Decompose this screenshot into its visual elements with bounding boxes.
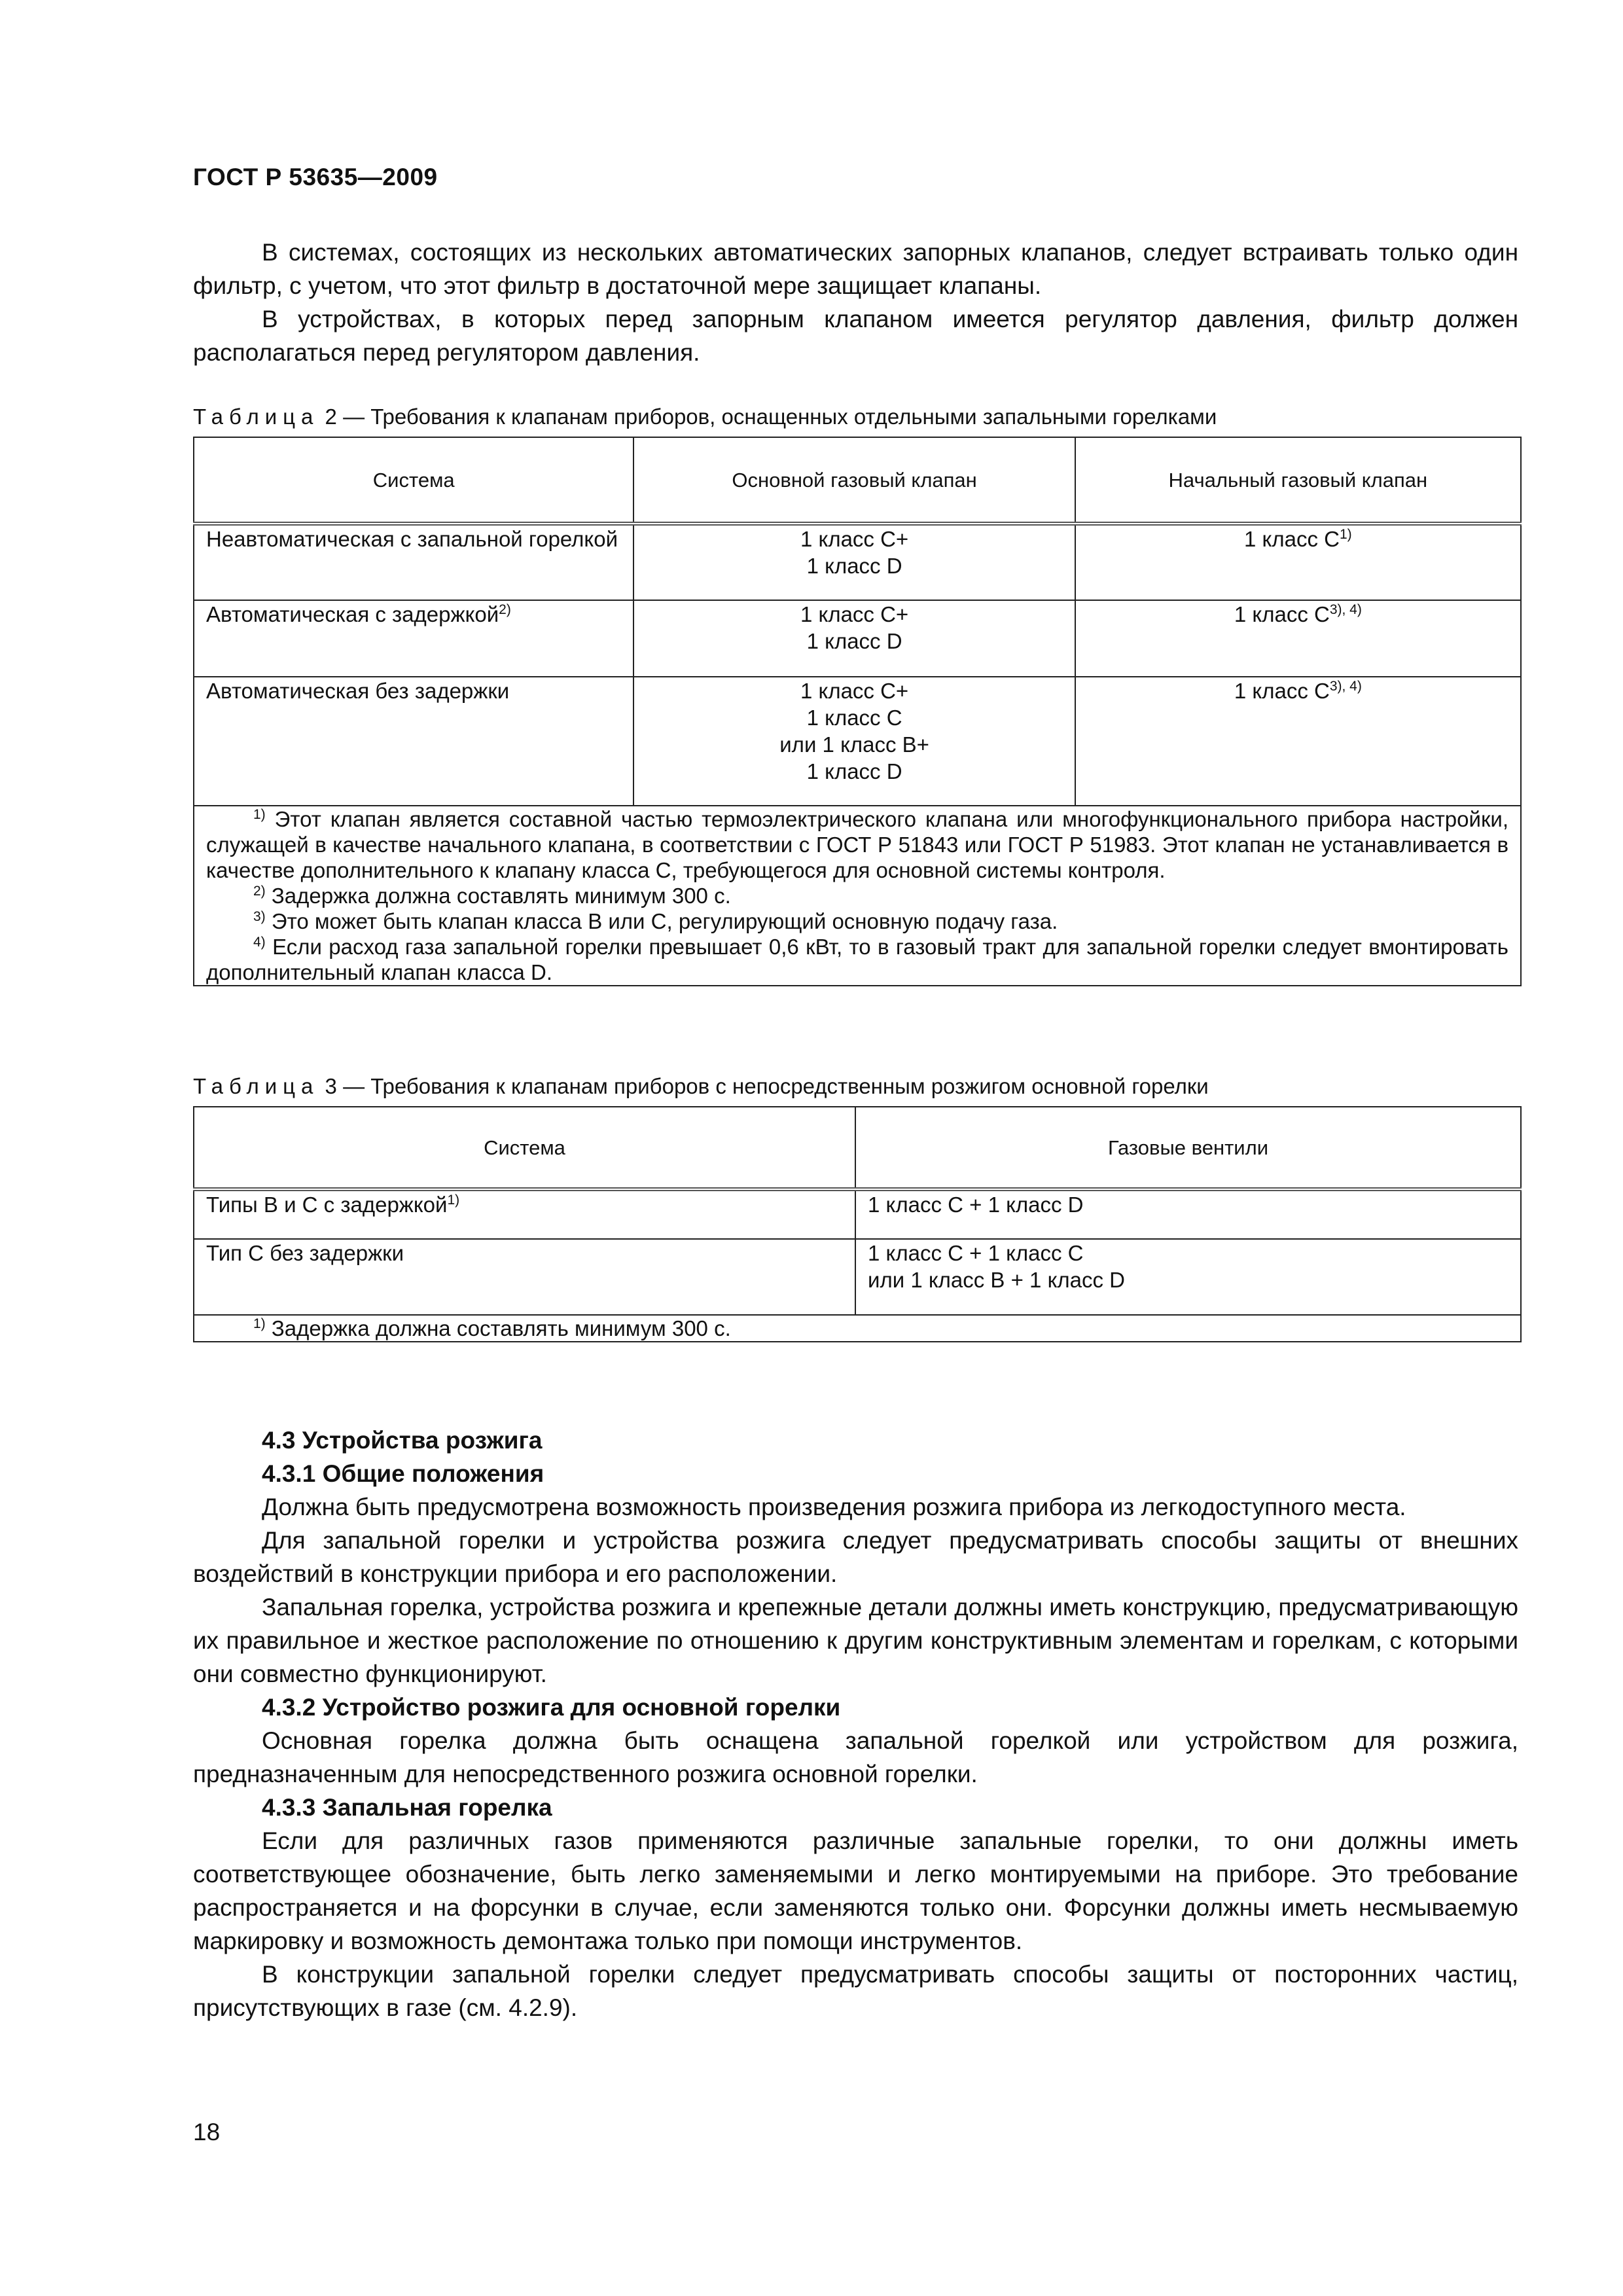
table-2-initial-valve-cell: 1 класс $С^{3), 4)}$ — [1075, 600, 1521, 677]
section-4-3-2-paragraph-1: Основная горелка должна быть оснащена запальной горелкой или устройством для розжига, предназначенным для непосредственного розжига основной горелки. — [193, 1727, 1518, 1787]
table-2-main-valve-cell: 1 класс С+ 1 класс D — [633, 600, 1075, 677]
table-3-caption — [193, 1073, 1209, 1100]
section-heading-4-3-3: 4.3.3 Запальная горелка — [262, 1794, 552, 1821]
table-2-header-initial-valve: Начальный газовый клапан — [1075, 437, 1521, 524]
table-2-note-3: $^{3)}$ Это может быть клапан класса В или С, регулирующий основную подачу газа. — [253, 909, 1058, 933]
table-2-header-row — [194, 437, 1521, 524]
section-4-3-1-paragraph-2: Для запальной горелки и устройства розжига следует предусматривать способы защиты от внешних воздействий в конструкции прибора и его расположении. — [193, 1527, 1518, 1587]
table-row — [194, 1189, 1521, 1239]
table-2-note-2: $^{2)}$ Задержка должна составлять минимум 300 с. — [253, 884, 731, 908]
document-code-header: ГОСТ Р 53635—2009 — [193, 164, 438, 190]
table-2-main-valve-cell: 1 класс С+ 1 класс D — [633, 524, 1075, 600]
table-2-system-cell: Автоматическая без задержки — [194, 677, 633, 806]
table-3-valves-cell: 1 класс С + 1 класс С или 1 класс В + 1 класс D — [855, 1239, 1521, 1315]
table-3-system-cell: Типы В и С с задержкой$^{1)}$ — [194, 1189, 855, 1239]
intro-text — [193, 236, 1518, 369]
table-2-caption — [193, 404, 1217, 430]
page-number: 18 — [193, 2119, 221, 2145]
table-3-header-row — [194, 1107, 1521, 1189]
table-2-caption-text: 2 — Требования к клапанам приборов, оснащенных отдельными запальными горелками — [319, 404, 1217, 429]
table-2-note-4: $^{4)}$ Если расход газа запальной горелки превышает 0,6 кВт, то в газовый тракт для запальной горелки следует вмонтировать дополнительный клапан класса D. — [206, 935, 1508, 984]
sections-body — [193, 1424, 1518, 2024]
section-4-3-3-paragraph-2: В конструкции запальной горелки следует предусматривать способы защиты от посторонних частиц, присутствующих в газе (см. 4.2.9). — [193, 1961, 1518, 2021]
table-2-caption-label: Таблица — [193, 404, 319, 429]
section-heading-4-3-1: 4.3.1 Общие положения — [262, 1460, 544, 1487]
table-2-initial-valve-cell: 1 класс $С^{1)}$ — [1075, 524, 1521, 600]
section-4-3-1-paragraph-1: Должна быть предусмотрена возможность произведения розжига прибора из легкодоступного места. — [262, 1494, 1406, 1520]
table-2-system-cell: Автоматическая с задержкой$^{2)}$ — [194, 600, 633, 677]
table-2-system-cell: Неавтоматическая с запальной горелкой — [194, 524, 633, 600]
intro-paragraph-2: В устройствах, в которых перед запорным клапаном имеется регулятор давления, фильтр должен располагаться перед регулятором давления. — [193, 306, 1518, 366]
table-row — [194, 1239, 1521, 1315]
table-row — [194, 524, 1521, 600]
table-2-notes-row — [194, 806, 1521, 986]
table-3-caption-text: 3 — Требования к клапанам приборов с непосредственным розжигом основной горелки — [319, 1074, 1209, 1098]
table-3-notes-row — [194, 1315, 1521, 1342]
table-3-system-cell: Тип С без задержки — [194, 1239, 855, 1315]
table-row — [194, 677, 1521, 806]
table-3-caption-label: Таблица — [193, 1074, 319, 1098]
table-3-notes — [194, 1315, 1521, 1342]
section-4-3-1-paragraph-3: Запальная горелка, устройства розжига и крепежные детали должны иметь конструкцию, предусматривающую их правильное и жесткое расположение по отношению к другим конструктивным элементам и горелкам, с которыми они совместно функционируют. — [193, 1594, 1518, 1687]
table-3-header-system: Система — [194, 1107, 855, 1189]
table-2 — [193, 437, 1522, 986]
section-heading-4-3-2: 4.3.2 Устройство розжига для основной горелки — [262, 1694, 841, 1721]
table-2-notes — [194, 806, 1521, 986]
table-2-header-system: Система — [194, 437, 633, 524]
table-3-valves-cell: 1 класс С + 1 класс D — [855, 1189, 1521, 1239]
table-2-note-1: $^{1)}$ Этот клапан является составной частью термоэлектрического клапана или многофункционального прибора настройки, служащей в качестве начального клапана, в соответствии с ГОСТ Р 51843 или ГОСТ Р 51983. Этот клапан не устанавливается в качестве дополнительного к клапану класса С, требующегося для основной системы контроля. — [206, 807, 1508, 882]
table-3 — [193, 1106, 1522, 1342]
section-heading-4-3: 4.3 Устройства розжига — [262, 1427, 543, 1454]
table-3-note-1: $^{1)}$ Задержка должна составлять минимум 300 с. — [253, 1316, 731, 1340]
table-row — [194, 600, 1521, 677]
intro-paragraph-1: В системах, состоящих из нескольких автоматических запорных клапанов, следует встраивать только один фильтр, с учетом, что этот фильтр в достаточной мере защищает клапаны. — [193, 239, 1518, 299]
table-2-main-valve-cell: 1 класс С+ 1 класс С или 1 класс В+ 1 класс D — [633, 677, 1075, 806]
table-2-header-main-valve: Основной газовый клапан — [633, 437, 1075, 524]
table-3-header-valves: Газовые вентили — [855, 1107, 1521, 1189]
table-2-initial-valve-cell: 1 класс $С^{3), 4)}$ — [1075, 677, 1521, 806]
section-4-3-3-paragraph-1: Если для различных газов применяются различные запальные горелки, то они должны иметь соответствующее обозначение, быть легко заменяемыми и легко монтируемыми на приборе. Это требование распространяется и на форсунки в случае, если заменяются только они. Форсунки должны иметь несмываемую маркировку и возможность демонтажа только при помощи инструментов. — [193, 1827, 1518, 1954]
